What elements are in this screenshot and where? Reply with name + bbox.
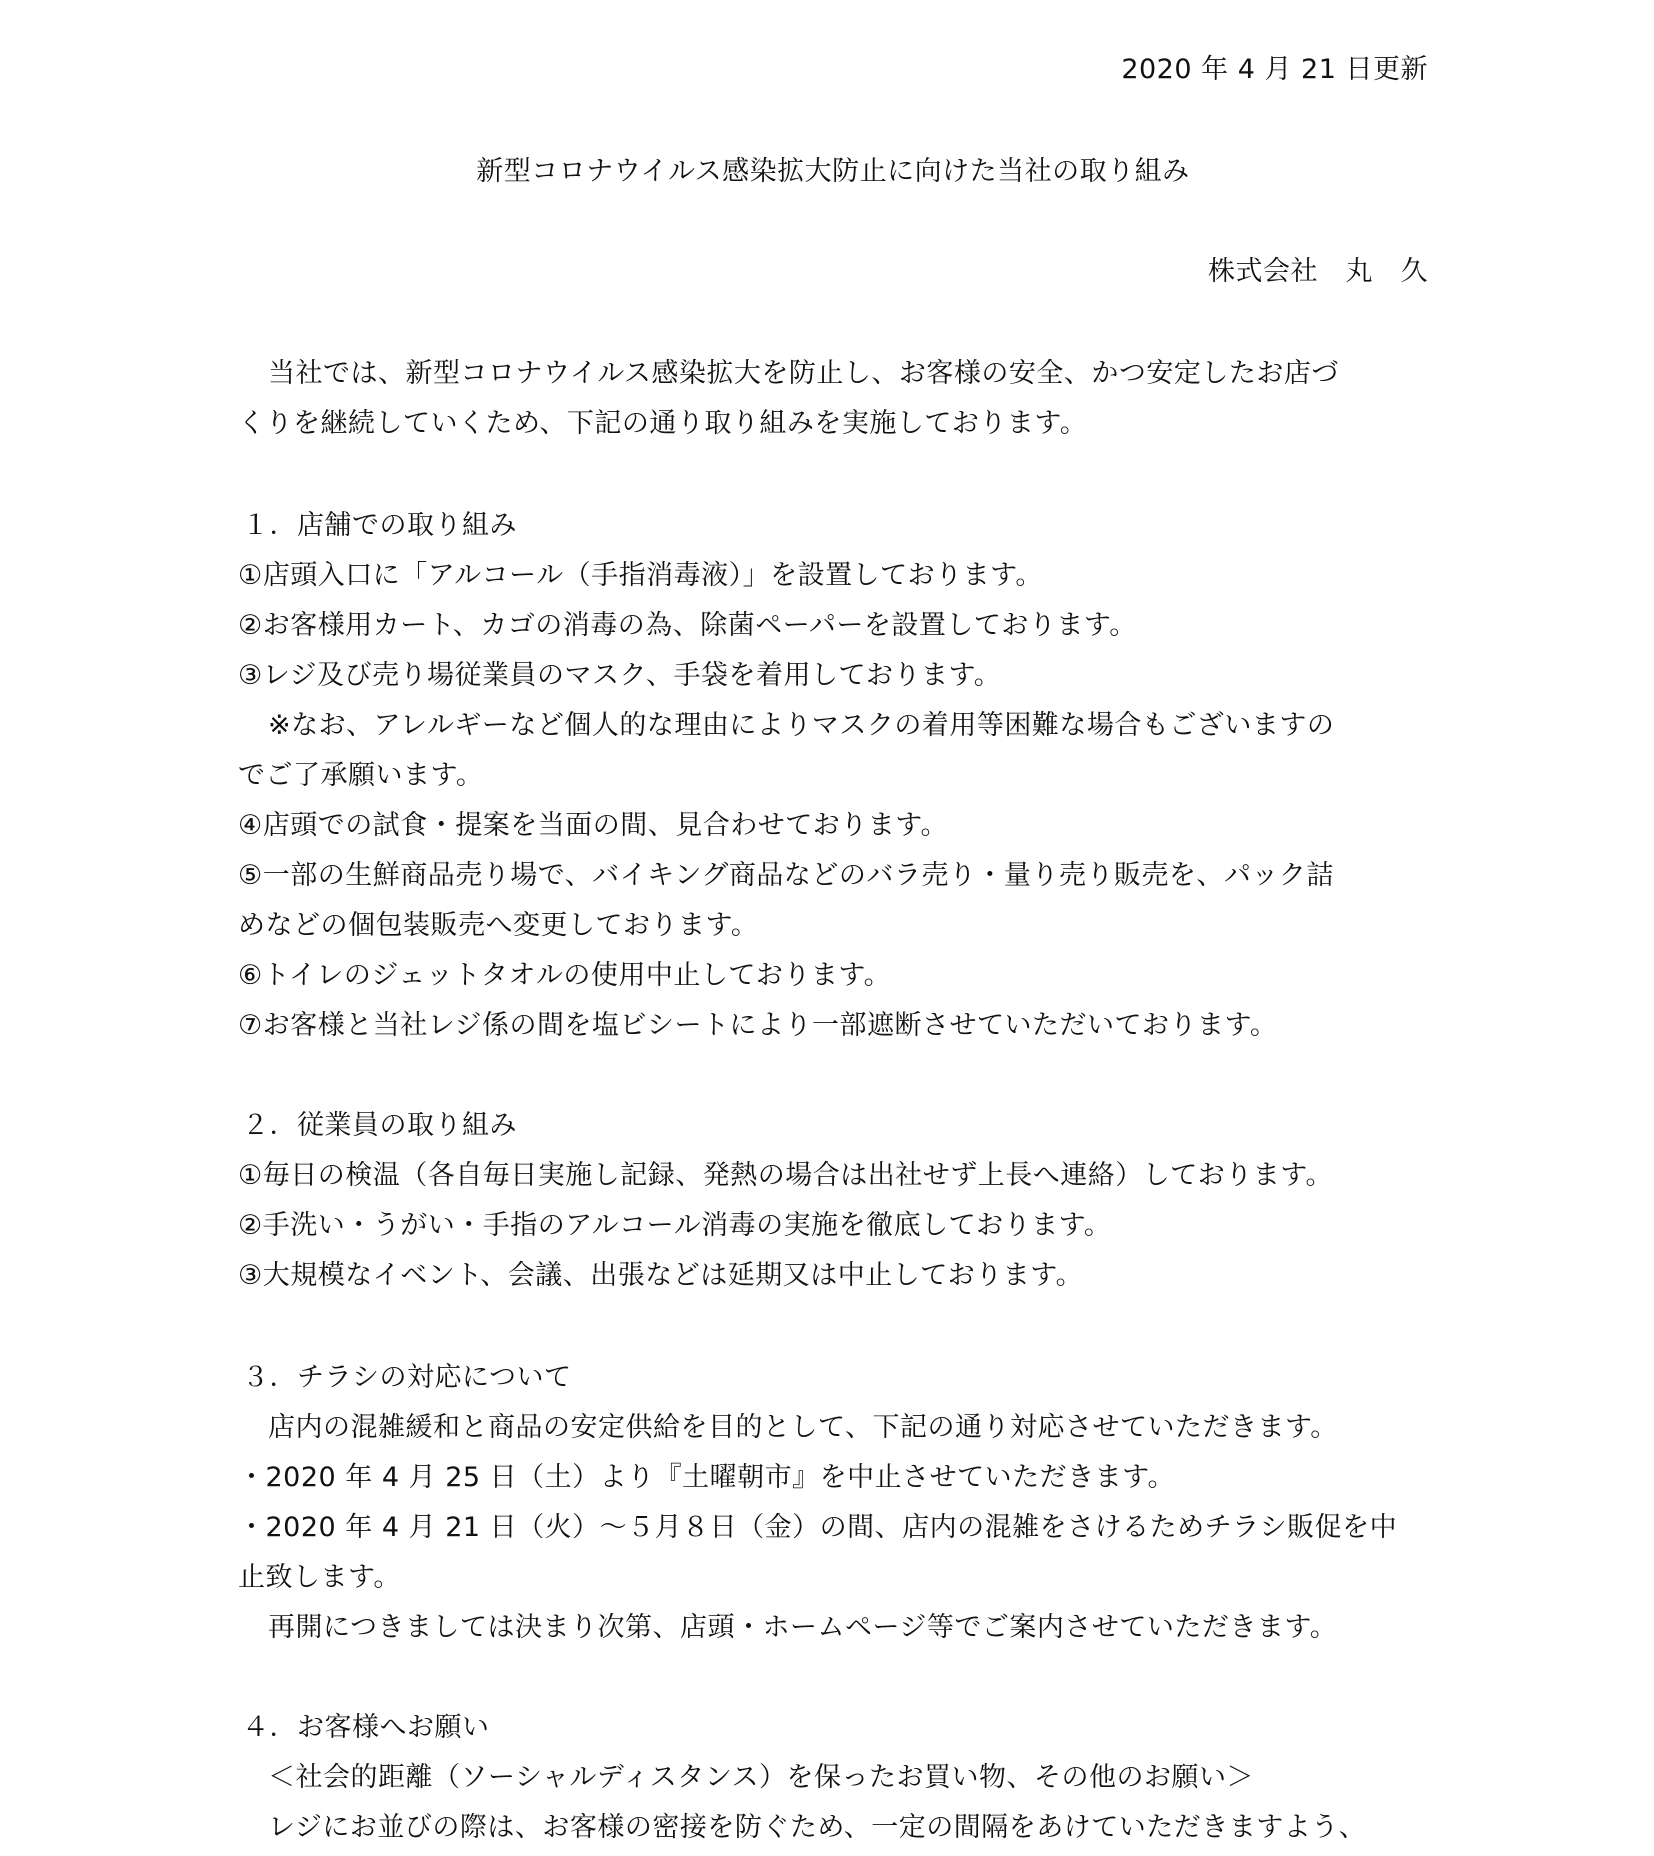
section-1-item-6: ⑥トイレのジェットタオルの使用中止しております。 xyxy=(238,960,892,991)
section-2-item-1: ①毎日の検温（各自毎日実施し記録、発熱の場合は出社せず上長へ連絡）しております。 xyxy=(238,1160,1334,1191)
company-name: 株式会社 丸 久 xyxy=(1208,256,1428,287)
section-1-item-2: ②お客様用カート、カゴの消毒の為、除菌ペーパーを設置しております。 xyxy=(238,610,1137,641)
document-title: 新型コロナウイルス感染拡大防止に向けた当社の取り組み xyxy=(476,156,1190,187)
section-1-heading: １．店舗での取り組み xyxy=(242,510,517,541)
section-1-item-7: ⑦お客様と当社レジ係の間を塩ビシートにより一部遮断させていただいております。 xyxy=(238,1010,1278,1041)
section-1-note-line-1: ※なお、アレルギーなど個人的な理由によりマスクの着用等困難な場合もございますの xyxy=(268,710,1335,741)
section-4-subheading: ＜社会的距離（ソーシャルディスタンス）を保ったお買い物、その他のお願い＞ xyxy=(268,1762,1254,1793)
section-3-bullet-1: ・2020 年 4 月 25 日（土）より『土曜朝市』を中止させていただきます。 xyxy=(238,1462,1175,1493)
section-4-heading: ４．お客様へお願い xyxy=(242,1712,490,1743)
section-3-resume-note: 再開につきましては決まり次第、店頭・ホームページ等でご案内させていただきます。 xyxy=(268,1612,1338,1643)
section-1-item-5-line-1: ⑤一部の生鮮商品売り場で、バイキング商品などのバラ売り・量り売り販売を、パック詰 xyxy=(238,860,1334,891)
section-1-item-1: ①店頭入口に「アルコール（手指消毒液）」を設置しております。 xyxy=(238,560,1043,591)
section-3-intro: 店内の混雑緩和と商品の安定供給を目的として、下記の通り対応させていただきます。 xyxy=(268,1412,1338,1443)
section-4-line-1: レジにお並びの際は、お客様の密接を防ぐため、一定の間隔をあけていただきますよう、 xyxy=(268,1812,1367,1843)
section-3-bullet-2-line-1: ・2020 年 4 月 21 日（火）～５月８日（金）の間、店内の混雑をさけるためチラシ販促を中 xyxy=(238,1512,1398,1543)
section-1-item-4: ④店頭での試食・提案を当面の間、見合わせております。 xyxy=(238,810,949,841)
intro-line-1: 当社では、新型コロナウイルス感染拡大を防止し、お客様の安全、かつ安定したお店づ xyxy=(268,358,1339,389)
section-3-heading: ３．チラシの対応について xyxy=(242,1362,572,1393)
intro-line-2: くりを継続していくため、下記の通り取り組みを実施しております。 xyxy=(238,408,1088,439)
section-1-note-line-2: でご了承願います。 xyxy=(238,760,484,791)
section-3-bullet-2-line-2: 止致します。 xyxy=(238,1562,401,1593)
section-2-item-2: ②手洗い・うがい・手指のアルコール消毒の実施を徹底しております。 xyxy=(238,1210,1112,1241)
section-1-item-3: ③レジ及び売り場従業員のマスク、手袋を着用しております。 xyxy=(238,660,1002,691)
section-2-item-3: ③大規模なイベント、会議、出張などは延期又は中止しております。 xyxy=(238,1260,1084,1291)
update-date: 2020 年 4 月 21 日更新 xyxy=(1121,54,1428,85)
section-1-item-5-line-2: めなどの個包装販売へ変更しております。 xyxy=(238,910,759,941)
section-2-heading: ２．従業員の取り組み xyxy=(242,1110,517,1141)
